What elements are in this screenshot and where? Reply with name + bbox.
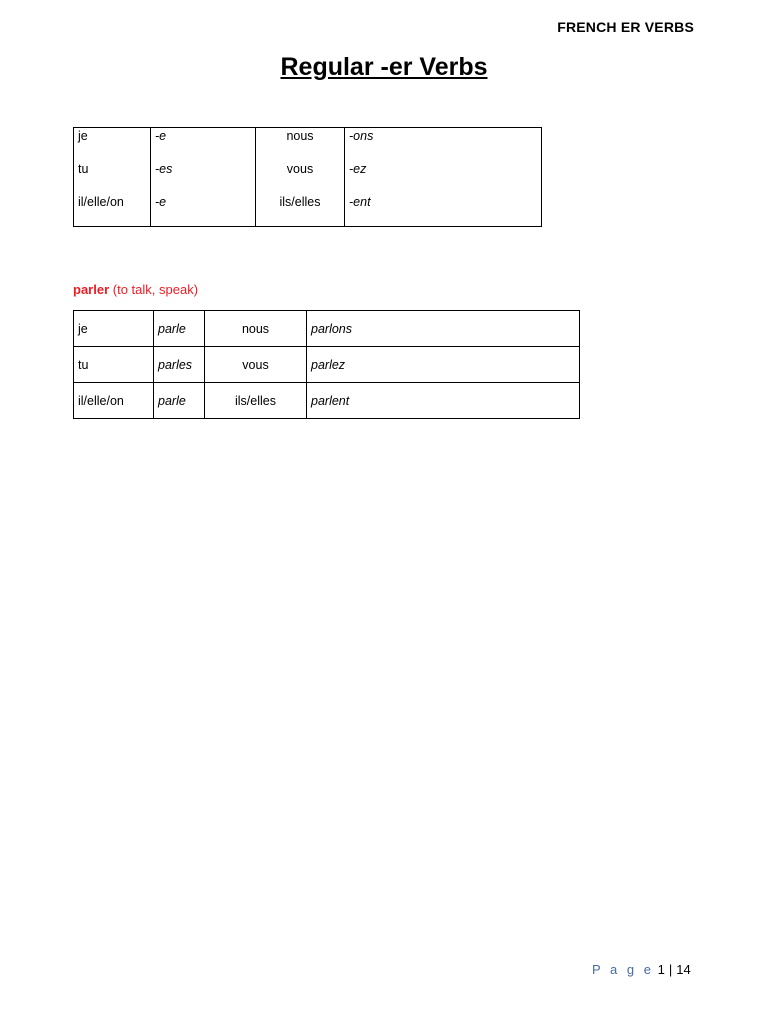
ending-ils: -ent bbox=[349, 195, 371, 209]
ending-vous: -ez bbox=[349, 162, 367, 176]
page-number: 1 bbox=[657, 962, 665, 977]
conjugation-table bbox=[73, 310, 580, 419]
table-row bbox=[74, 383, 580, 419]
pronoun-tu: tu bbox=[74, 347, 154, 383]
pronoun-nous: nous bbox=[286, 129, 314, 143]
page-footer bbox=[592, 962, 691, 977]
endings-table bbox=[73, 127, 542, 227]
pronoun-nous: nous bbox=[205, 311, 307, 347]
form-il: parle bbox=[154, 383, 205, 419]
table-row bbox=[74, 311, 580, 347]
page-title: Regular -er Verbs bbox=[280, 53, 488, 81]
pronoun-il: il/elle/on bbox=[74, 383, 154, 419]
pronoun-tu: tu bbox=[78, 162, 89, 176]
pronoun-vous: vous bbox=[286, 162, 314, 176]
pronoun-ils: ils/elles bbox=[279, 195, 321, 209]
ending-cell bbox=[151, 128, 256, 227]
ending-je: -e bbox=[155, 129, 167, 143]
pronoun-ils: ils/elles bbox=[205, 383, 307, 419]
table-row bbox=[74, 128, 542, 227]
ending-nous: -ons bbox=[349, 129, 374, 143]
table-row bbox=[74, 347, 580, 383]
running-header: FRENCH ER VERBS bbox=[557, 19, 694, 35]
pronoun-il: il/elle/on bbox=[78, 195, 124, 209]
ending-plural-cell bbox=[345, 128, 542, 227]
pronoun-plural-cell bbox=[256, 128, 345, 227]
ending-il: -e bbox=[155, 195, 167, 209]
form-je: parle bbox=[154, 311, 205, 347]
pronoun-je: je bbox=[74, 311, 154, 347]
ending-tu: -es bbox=[155, 162, 173, 176]
form-tu: parles bbox=[154, 347, 205, 383]
form-ils: parlent bbox=[307, 383, 580, 419]
pronoun-je: je bbox=[78, 129, 88, 143]
page-total: 14 bbox=[676, 962, 691, 977]
verb-meaning: (to talk, speak) bbox=[112, 282, 199, 297]
page-word: P a g e bbox=[592, 962, 654, 977]
form-vous: parlez bbox=[307, 347, 580, 383]
pronoun-vous: vous bbox=[205, 347, 307, 383]
form-nous: parlons bbox=[307, 311, 580, 347]
verb-heading bbox=[73, 282, 198, 297]
page-separator: | bbox=[668, 962, 673, 977]
pronoun-cell bbox=[74, 128, 151, 227]
verb-infinitive: parler bbox=[73, 282, 110, 297]
